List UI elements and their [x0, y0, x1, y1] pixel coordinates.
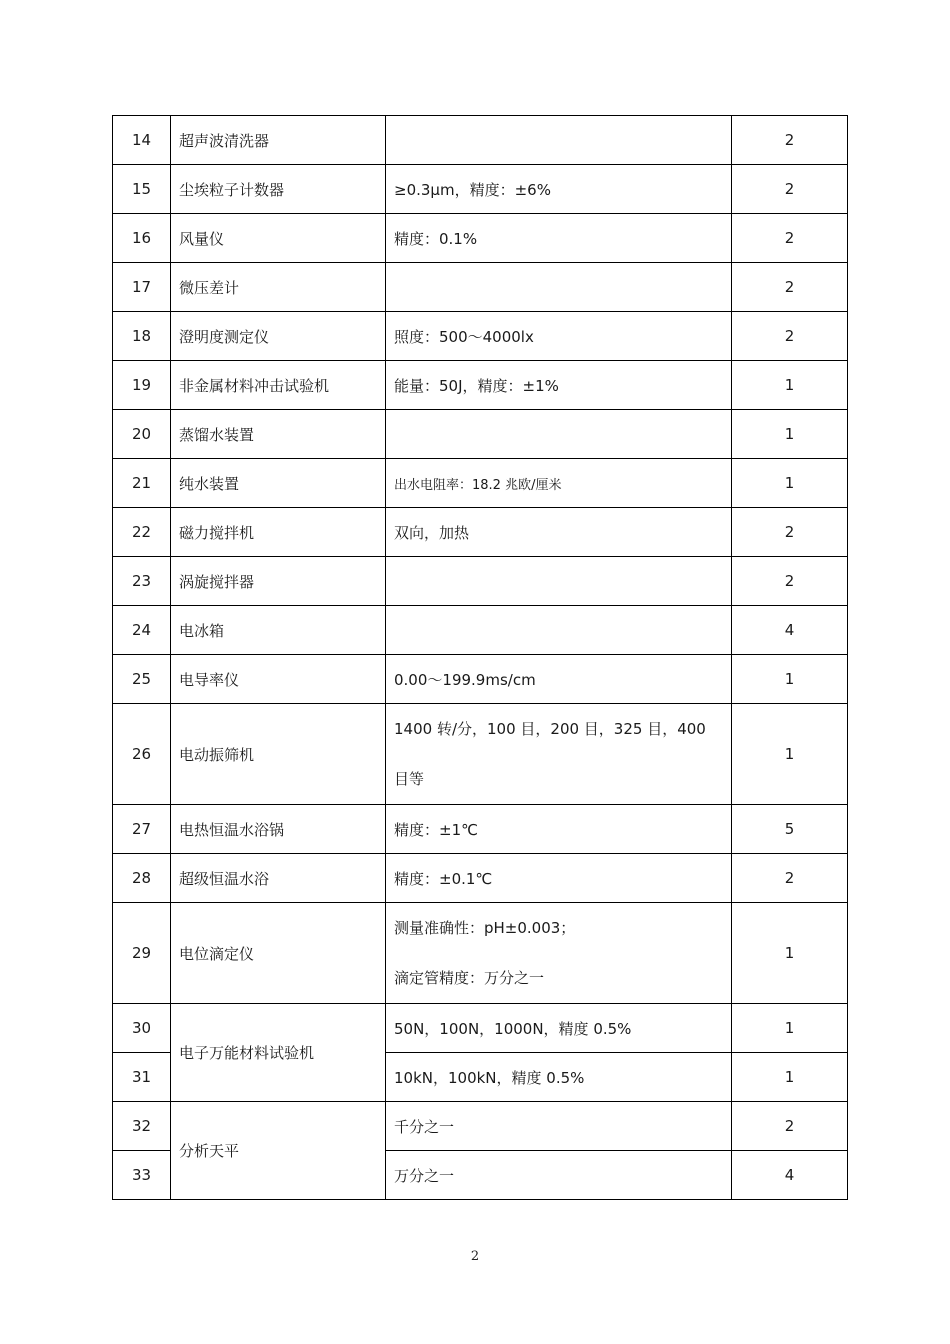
- row-number: 28: [113, 854, 171, 903]
- equipment-name: 风量仪: [171, 214, 386, 263]
- table-row: [113, 1102, 848, 1151]
- row-number: 20: [113, 410, 171, 459]
- row-number: 22: [113, 508, 171, 557]
- equipment-spec: 精度：±1℃: [386, 805, 732, 854]
- equipment-spec: 万分之一: [386, 1151, 732, 1200]
- equipment-spec: ≥0.3μm，精度：±6%: [386, 165, 732, 214]
- row-number: 32: [113, 1102, 171, 1151]
- equipment-quantity: 1: [732, 704, 848, 805]
- equipment-name: 纯水装置: [171, 459, 386, 508]
- row-number: 24: [113, 606, 171, 655]
- equipment-spec: 千分之一: [386, 1102, 732, 1151]
- equipment-quantity: 2: [732, 508, 848, 557]
- spec-line: 滴定管精度：万分之一: [394, 969, 545, 987]
- equipment-quantity: 2: [732, 1102, 848, 1151]
- row-number: 18: [113, 312, 171, 361]
- table-row: [113, 557, 848, 606]
- row-number: 30: [113, 1004, 171, 1053]
- equipment-spec: 精度：0.1%: [386, 214, 732, 263]
- row-number: 15: [113, 165, 171, 214]
- row-number: 23: [113, 557, 171, 606]
- equipment-name: 电子万能材料试验机: [171, 1004, 386, 1102]
- table-row: [113, 116, 848, 165]
- equipment-name: 尘埃粒子计数器: [171, 165, 386, 214]
- equipment-quantity: 2: [732, 263, 848, 312]
- equipment-spec: 精度：±0.1℃: [386, 854, 732, 903]
- row-number: 26: [113, 704, 171, 805]
- row-number: 16: [113, 214, 171, 263]
- table-row: [113, 854, 848, 903]
- equipment-name: 涡旋搅拌器: [171, 557, 386, 606]
- equipment-quantity: 1: [732, 1004, 848, 1053]
- equipment-quantity: 2: [732, 116, 848, 165]
- equipment-quantity: 2: [732, 557, 848, 606]
- table-row: [113, 459, 848, 508]
- row-number: 17: [113, 263, 171, 312]
- equipment-spec: [386, 263, 732, 312]
- row-number: 25: [113, 655, 171, 704]
- equipment-name: 电动振筛机: [171, 704, 386, 805]
- table-row: [113, 410, 848, 459]
- table-row: [113, 263, 848, 312]
- equipment-spec: [386, 116, 732, 165]
- row-number: 19: [113, 361, 171, 410]
- table-row: [113, 903, 848, 1004]
- table-row: [113, 312, 848, 361]
- equipment-spec: [386, 606, 732, 655]
- equipment-name: 磁力搅拌机: [171, 508, 386, 557]
- equipment-name: 蒸馏水装置: [171, 410, 386, 459]
- equipment-spec: 1400 转/分，100 目，200 目，325 目，400 目等: [386, 704, 732, 805]
- table-row: [113, 606, 848, 655]
- equipment-quantity: 1: [732, 459, 848, 508]
- equipment-quantity: 1: [732, 361, 848, 410]
- equipment-spec: 能量：50J，精度：±1%: [386, 361, 732, 410]
- equipment-spec: [386, 557, 732, 606]
- table-row: [113, 508, 848, 557]
- row-number: 14: [113, 116, 171, 165]
- equipment-spec: 照度：500～4000lx: [386, 312, 732, 361]
- page-number: 2: [470, 1249, 480, 1264]
- equipment-spec: [386, 903, 732, 1004]
- equipment-quantity: 2: [732, 165, 848, 214]
- row-number: 33: [113, 1151, 171, 1200]
- equipment-quantity: 1: [732, 410, 848, 459]
- table-row: [113, 165, 848, 214]
- equipment-name: 非金属材料冲击试验机: [171, 361, 386, 410]
- row-number: 27: [113, 805, 171, 854]
- equipment-quantity: 5: [732, 805, 848, 854]
- table-row: [113, 214, 848, 263]
- equipment-name: 电导率仪: [171, 655, 386, 704]
- equipment-spec: 0.00～199.9ms/cm: [386, 655, 732, 704]
- row-number: 31: [113, 1053, 171, 1102]
- equipment-name: 电位滴定仪: [171, 903, 386, 1004]
- equipment-name: 电冰箱: [171, 606, 386, 655]
- row-number: 29: [113, 903, 171, 1004]
- equipment-quantity: 2: [732, 214, 848, 263]
- table-row: [113, 1004, 848, 1053]
- equipment-quantity: 1: [732, 655, 848, 704]
- equipment-spec: 出水电阻率：18.2 兆欧/厘米: [386, 459, 732, 508]
- equipment-name: 电热恒温水浴锅: [171, 805, 386, 854]
- equipment-name: 超级恒温水浴: [171, 854, 386, 903]
- equipment-table: [112, 115, 848, 1200]
- table-row: [113, 361, 848, 410]
- equipment-quantity: 4: [732, 606, 848, 655]
- row-number: 21: [113, 459, 171, 508]
- equipment-spec: 10kN，100kN，精度 0.5%: [386, 1053, 732, 1102]
- equipment-name: 澄明度测定仪: [171, 312, 386, 361]
- equipment-spec: 50N，100N，1000N，精度 0.5%: [386, 1004, 732, 1053]
- equipment-name: 分析天平: [171, 1102, 386, 1200]
- table-row: [113, 805, 848, 854]
- equipment-spec: [386, 410, 732, 459]
- table-row: [113, 655, 848, 704]
- equipment-quantity: 4: [732, 1151, 848, 1200]
- equipment-quantity: 1: [732, 903, 848, 1004]
- equipment-quantity: 2: [732, 854, 848, 903]
- equipment-name: 超声波清洗器: [171, 116, 386, 165]
- equipment-spec: 双向，加热: [386, 508, 732, 557]
- equipment-quantity: 2: [732, 312, 848, 361]
- table-row: [113, 704, 848, 805]
- spec-line: 测量准确性：pH±0.003；: [394, 919, 576, 937]
- equipment-name: 微压差计: [171, 263, 386, 312]
- equipment-quantity: 1: [732, 1053, 848, 1102]
